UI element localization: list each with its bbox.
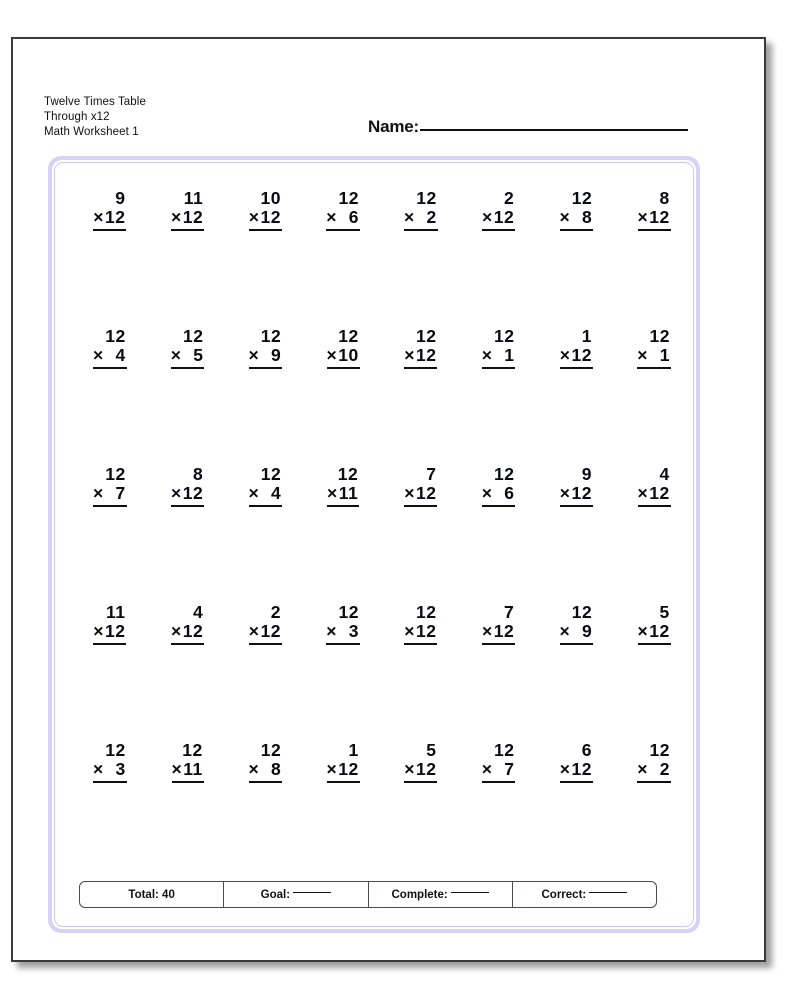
problem-cell[interactable] (382, 735, 460, 873)
problem-multiplier: 12 (571, 759, 592, 779)
problem-multiplier: 3 (104, 759, 126, 779)
problem-operator-and-multiplier (404, 484, 437, 507)
multiplication-problem (404, 327, 437, 369)
problem-operator-and-multiplier (404, 760, 437, 783)
problem-multiplicand: 12 (260, 464, 282, 484)
stat-label: Complete: (391, 888, 448, 901)
problem-cell[interactable] (460, 459, 538, 597)
problem-multiplicand: 12 (416, 326, 437, 346)
multiply-icon: × (482, 207, 493, 227)
multiply-icon: × (559, 207, 571, 227)
multiply-icon: × (93, 759, 104, 779)
problem-multiplier: 12 (493, 621, 515, 641)
problem-cell[interactable] (538, 183, 616, 321)
panel-inner-ring (52, 160, 696, 929)
problem-multiplicand: 12 (338, 188, 359, 208)
problem-multiplicand: 12 (494, 740, 515, 760)
multiplication-problem (404, 465, 437, 507)
title-line-2: Through x12 (44, 111, 110, 123)
problem-operator-and-multiplier (637, 346, 671, 369)
problem-operator-and-multiplier (637, 760, 671, 783)
problem-cell[interactable] (227, 597, 305, 735)
problem-multiplicand: 12 (105, 326, 126, 346)
problem-operator-and-multiplier (171, 622, 204, 645)
worksheet-header (13, 39, 764, 157)
problem-operator-and-multiplier (249, 346, 283, 369)
problem-multiplicand: 2 (270, 602, 281, 622)
problem-multiplicand: 8 (659, 188, 670, 208)
problem-multiplier: 10 (338, 345, 359, 365)
multiply-icon: × (93, 207, 104, 227)
problem-cell[interactable] (460, 183, 538, 321)
problem-cell[interactable] (615, 321, 693, 459)
problem-cell[interactable] (227, 459, 305, 597)
problem-multiplier: 12 (182, 207, 204, 227)
problem-cell[interactable] (71, 735, 149, 873)
problem-multiplicand: 8 (192, 464, 204, 484)
problem-multiplier: 12 (416, 621, 437, 641)
problem-cell[interactable] (538, 459, 616, 597)
problem-cell[interactable] (304, 597, 382, 735)
multiply-icon: × (248, 207, 260, 227)
problem-cell[interactable] (538, 597, 616, 735)
problem-operator-and-multiplier (93, 760, 127, 783)
stat-label: Correct: (541, 888, 587, 901)
multiplication-problem (560, 603, 594, 645)
multiplication-problem (172, 741, 204, 783)
problem-multiplicand: 12 (338, 602, 359, 622)
problem-operator-and-multiplier (93, 484, 127, 507)
problem-multiplicand: 12 (649, 326, 670, 346)
problem-multiplier: 12 (416, 759, 437, 779)
problem-operator-and-multiplier (638, 484, 671, 507)
problem-cell[interactable] (615, 459, 693, 597)
problem-operator-and-multiplier (560, 760, 593, 783)
multiply-icon: × (170, 345, 182, 365)
multiplication-problem (171, 327, 205, 369)
problem-multiplicand: 12 (105, 464, 126, 484)
multiplication-problem (560, 741, 593, 783)
multiply-icon: × (171, 483, 182, 503)
multiply-icon: × (248, 621, 260, 641)
problem-operator-and-multiplier (404, 622, 437, 645)
multiplication-problem (560, 189, 594, 231)
problem-operator-and-multiplier (482, 484, 516, 507)
problem-multiplicand: 12 (260, 740, 282, 760)
problem-multiplicand: 12 (494, 326, 515, 346)
multiplication-problem (482, 603, 515, 645)
multiply-icon: × (93, 483, 104, 503)
problem-operator-and-multiplier (560, 622, 594, 645)
problem-operator-and-multiplier (404, 346, 437, 369)
multiplication-problem (171, 189, 204, 231)
problem-cell[interactable] (615, 735, 693, 873)
stat-cell[interactable] (224, 882, 368, 907)
problem-multiplier: 3 (338, 621, 359, 641)
problem-cell[interactable] (71, 321, 149, 459)
problem-multiplier: 12 (416, 483, 437, 503)
multiplication-problem (482, 189, 515, 231)
problem-operator-and-multiplier (482, 346, 516, 369)
multiply-icon: × (481, 759, 493, 779)
multiplication-problem (93, 741, 127, 783)
problem-multiplier: 1 (649, 345, 670, 365)
problem-multiplier: 12 (105, 621, 126, 641)
problem-cell[interactable] (71, 459, 149, 597)
problem-multiplicand: 11 (183, 188, 204, 208)
multiplication-problem (637, 741, 671, 783)
multiply-icon: × (637, 759, 648, 779)
problem-multiplicand: 12 (416, 602, 437, 622)
problem-cell[interactable] (149, 183, 227, 321)
problem-multiplicand: 11 (105, 602, 126, 622)
problem-multiplicand: 4 (192, 602, 204, 622)
multiply-icon: × (559, 759, 571, 779)
problem-cell[interactable] (460, 735, 538, 873)
multiplication-problem (93, 189, 126, 231)
problem-multiplier: 12 (182, 621, 204, 641)
problem-cell[interactable] (304, 321, 382, 459)
problem-operator-and-multiplier (638, 208, 671, 231)
problem-operator-and-multiplier (560, 484, 593, 507)
multiplication-problem (171, 465, 204, 507)
problem-cell[interactable] (304, 735, 382, 873)
worksheet-content-area (57, 165, 691, 924)
problem-operator-and-multiplier (93, 208, 126, 231)
problem-cell[interactable] (71, 183, 149, 321)
problem-multiplier: 12 (571, 345, 592, 365)
problem-operator-and-multiplier (171, 484, 204, 507)
problem-multiplier: 8 (571, 207, 593, 227)
problem-multiplier: 1 (493, 345, 515, 365)
multiply-icon: × (326, 207, 337, 227)
stat-blank-line[interactable] (589, 892, 627, 893)
problem-multiplier: 9 (571, 621, 593, 641)
problem-multiplicand: 12 (105, 740, 126, 760)
multiplication-problem (482, 741, 516, 783)
multiplication-problem (93, 465, 127, 507)
worksheet-title-block (44, 95, 146, 140)
problem-operator-and-multiplier (171, 208, 204, 231)
multiply-icon: × (481, 345, 493, 365)
problem-cell[interactable] (460, 597, 538, 735)
multiply-icon: × (93, 345, 104, 365)
multiply-icon: × (248, 483, 260, 503)
name-input-line[interactable] (420, 129, 688, 131)
problem-operator-and-multiplier (638, 622, 671, 645)
title-line-1: Twelve Times Table (44, 96, 146, 108)
stat-label: Goal: (260, 888, 291, 901)
multiplication-problem (404, 741, 437, 783)
problem-multiplier: 12 (649, 621, 670, 641)
problem-cell[interactable] (149, 459, 227, 597)
problem-multiplicand: 12 (337, 464, 359, 484)
problem-multiplicand: 9 (581, 464, 592, 484)
problem-multiplier: 12 (338, 759, 359, 779)
problem-multiplier: 12 (493, 207, 515, 227)
problem-operator-and-multiplier (326, 208, 360, 231)
stat-blank-line[interactable] (451, 892, 489, 893)
lavender-panel (48, 156, 700, 933)
problem-multiplicand: 12 (494, 464, 515, 484)
multiply-icon: × (93, 621, 104, 641)
problem-operator-and-multiplier (482, 760, 516, 783)
multiplication-problem (638, 603, 671, 645)
problem-cell[interactable] (149, 321, 227, 459)
problem-multiplier: 5 (182, 345, 204, 365)
problem-multiplier: 12 (105, 207, 126, 227)
multiplication-problem (93, 327, 127, 369)
problem-grid (71, 183, 693, 873)
problem-multiplier: 2 (649, 759, 670, 779)
problem-multiplicand: 12 (416, 188, 437, 208)
problem-multiplicand: 1 (581, 326, 592, 346)
multiplication-problem (326, 603, 360, 645)
stat-cell (80, 882, 224, 907)
problem-multiplier: 12 (649, 207, 670, 227)
problem-cell[interactable] (227, 183, 305, 321)
multiply-icon: × (248, 345, 260, 365)
problem-operator-and-multiplier (560, 346, 593, 369)
problem-multiplier: 12 (649, 483, 670, 503)
multiply-icon: × (404, 207, 415, 227)
problem-multiplier: 12 (571, 483, 592, 503)
problem-cell[interactable] (460, 321, 538, 459)
problem-multiplicand: 5 (426, 740, 437, 760)
problem-operator-and-multiplier (327, 484, 359, 507)
multiplication-problem (482, 327, 516, 369)
problem-multiplicand: 9 (115, 188, 126, 208)
problem-operator-and-multiplier (249, 208, 282, 231)
multiply-icon: × (404, 621, 415, 641)
problem-multiplicand: 12 (571, 188, 593, 208)
problem-multiplier: 8 (260, 759, 282, 779)
problem-operator-and-multiplier (171, 346, 205, 369)
multiply-icon: × (637, 207, 649, 227)
problem-multiplicand: 4 (659, 464, 670, 484)
multiplication-problem (249, 603, 282, 645)
problem-multiplicand: 1 (348, 740, 359, 760)
multiply-icon: × (327, 483, 338, 503)
panel-border-ring (54, 162, 694, 927)
problem-cell[interactable] (382, 321, 460, 459)
problem-operator-and-multiplier (249, 484, 283, 507)
problem-multiplier: 12 (182, 483, 204, 503)
multiplication-problem (249, 741, 283, 783)
problem-multiplicand: 7 (503, 602, 515, 622)
problem-cell[interactable] (227, 735, 305, 873)
stat-blank-line[interactable] (293, 892, 331, 893)
problem-multiplier: 4 (260, 483, 282, 503)
multiply-icon: × (559, 345, 571, 365)
multiply-icon: × (637, 345, 648, 365)
multiply-icon: × (559, 483, 571, 503)
multiply-icon: × (404, 483, 415, 503)
problem-operator-and-multiplier (93, 622, 126, 645)
stat-cell[interactable] (513, 882, 656, 907)
problem-operator-and-multiplier (93, 346, 127, 369)
multiplication-problem (637, 327, 671, 369)
multiply-icon: × (482, 621, 493, 641)
multiplication-problem (404, 189, 438, 231)
problem-operator-and-multiplier (172, 760, 204, 783)
multiplication-problem (638, 465, 671, 507)
problem-multiplier: 11 (338, 483, 359, 503)
problem-multiplier: 7 (104, 483, 126, 503)
problem-operator-and-multiplier (327, 760, 360, 783)
multiplication-problem (327, 327, 360, 369)
problem-multiplicand: 12 (260, 326, 282, 346)
problem-cell[interactable] (71, 597, 149, 735)
multiplication-problem (638, 189, 671, 231)
multiply-icon: × (637, 483, 649, 503)
problem-multiplier: 6 (493, 483, 515, 503)
problem-multiplicand: 10 (260, 188, 281, 208)
multiplication-problem (249, 189, 282, 231)
problem-multiplicand: 12 (649, 740, 670, 760)
multiply-icon: × (559, 621, 571, 641)
name-field-group (368, 117, 688, 137)
problem-operator-and-multiplier (560, 208, 594, 231)
problem-cell[interactable] (382, 459, 460, 597)
problem-multiplier: 4 (104, 345, 126, 365)
multiplication-problem (404, 603, 437, 645)
multiplication-problem (326, 189, 360, 231)
problem-multiplier: 7 (493, 759, 515, 779)
problem-multiplicand: 12 (338, 326, 359, 346)
problem-multiplier: 6 (338, 207, 359, 227)
multiply-icon: × (171, 207, 182, 227)
problem-cell[interactable] (538, 321, 616, 459)
multiplication-problem (171, 603, 204, 645)
stats-footer-bar (79, 881, 657, 908)
problem-multiplicand: 12 (571, 602, 593, 622)
name-label: Name: (368, 117, 419, 136)
problem-multiplicand: 12 (183, 326, 204, 346)
problem-multiplier: 11 (183, 759, 203, 779)
problem-multiplier: 12 (416, 345, 437, 365)
problem-multiplicand: 2 (503, 188, 515, 208)
multiply-icon: × (637, 621, 649, 641)
problem-cell[interactable] (149, 597, 227, 735)
multiplication-problem (249, 465, 283, 507)
multiplication-problem (327, 465, 359, 507)
problem-multiplicand: 6 (581, 740, 592, 760)
problem-cell[interactable] (538, 735, 616, 873)
problem-operator-and-multiplier (482, 208, 515, 231)
multiplication-problem (93, 603, 126, 645)
multiplication-problem (327, 741, 360, 783)
problem-multiplier: 9 (260, 345, 282, 365)
multiply-icon: × (326, 345, 338, 365)
paper-sheet (11, 37, 766, 962)
stat-label: Total: 40 (128, 888, 175, 901)
multiplication-problem (560, 327, 593, 369)
problem-operator-and-multiplier (404, 208, 438, 231)
stat-cell[interactable] (369, 882, 513, 907)
problem-multiplicand: 7 (426, 464, 437, 484)
multiply-icon: × (171, 759, 183, 779)
problem-multiplicand: 5 (659, 602, 670, 622)
problem-cell[interactable] (382, 597, 460, 735)
multiply-icon: × (404, 345, 415, 365)
title-line-3: Math Worksheet 1 (44, 126, 139, 138)
multiplication-problem (482, 465, 516, 507)
multiply-icon: × (404, 759, 415, 779)
problem-cell[interactable] (615, 597, 693, 735)
multiply-icon: × (171, 621, 182, 641)
multiply-icon: × (326, 759, 338, 779)
multiply-icon: × (326, 621, 337, 641)
multiply-icon: × (248, 759, 260, 779)
multiplication-problem (560, 465, 593, 507)
problem-multiplier: 2 (415, 207, 437, 227)
problem-multiplicand: 12 (182, 740, 203, 760)
problem-cell[interactable] (615, 183, 693, 321)
problem-cell[interactable] (304, 459, 382, 597)
problem-multiplier: 12 (260, 621, 281, 641)
problem-operator-and-multiplier (327, 346, 360, 369)
problem-operator-and-multiplier (249, 622, 282, 645)
problem-cell[interactable] (382, 183, 460, 321)
problem-cell[interactable] (227, 321, 305, 459)
multiply-icon: × (481, 483, 493, 503)
problem-operator-and-multiplier (249, 760, 283, 783)
problem-cell[interactable] (304, 183, 382, 321)
problem-operator-and-multiplier (482, 622, 515, 645)
problem-multiplier: 12 (260, 207, 281, 227)
problem-cell[interactable] (149, 735, 227, 873)
multiplication-problem (249, 327, 283, 369)
problem-operator-and-multiplier (326, 622, 360, 645)
